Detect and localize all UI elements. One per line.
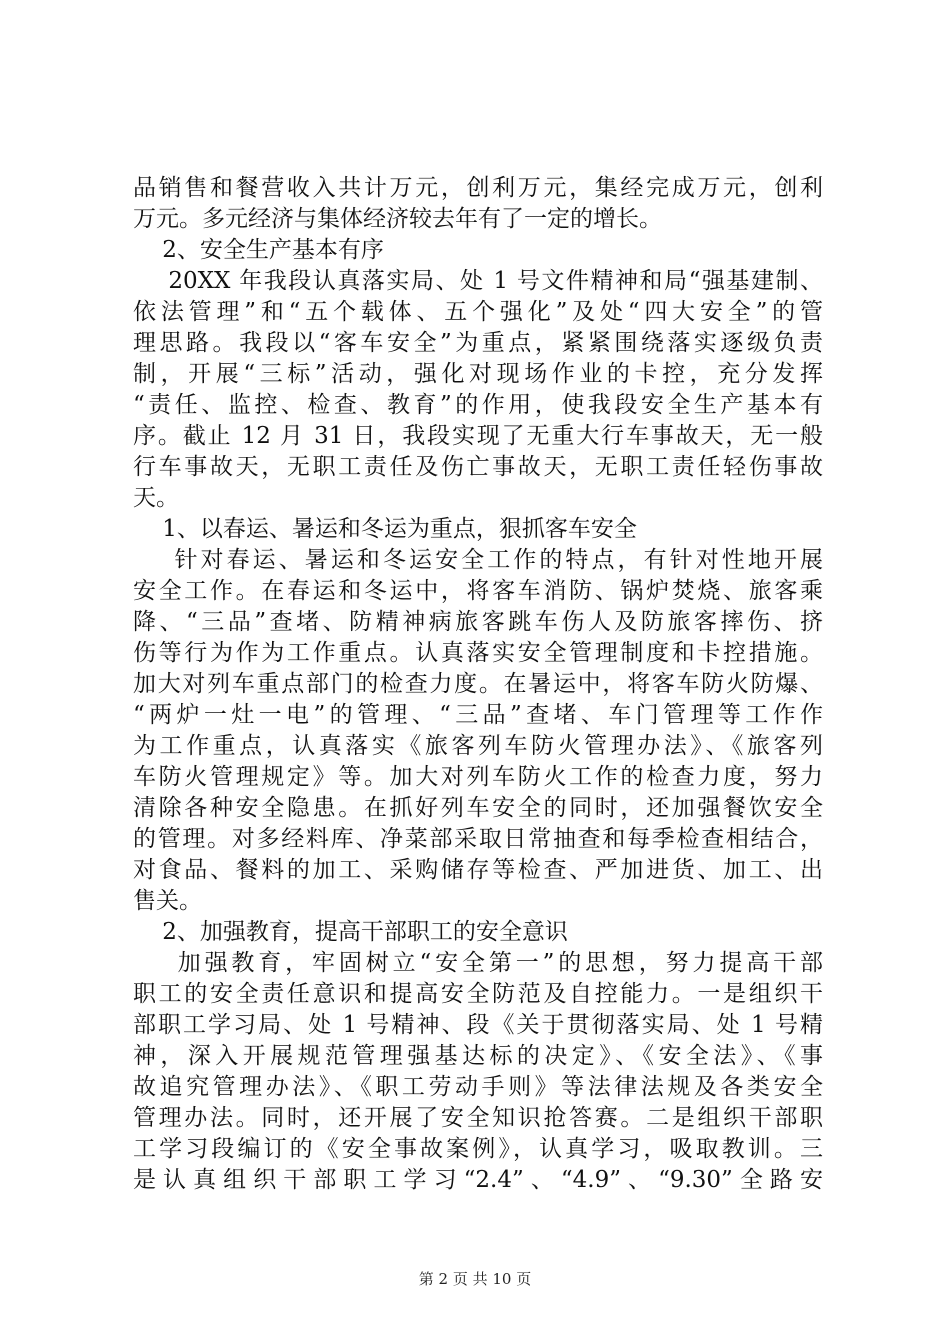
text-line: 是认真组织干部职工学习“2.4”、“4.9”、“9.30”全路安 xyxy=(133,1167,823,1193)
text-line: 管理办法。同时，还开展了安全知识抢答赛。二是组织干部职 xyxy=(133,1105,823,1131)
document-body xyxy=(133,173,823,1196)
page-footer: 第 2 页 共 10 页 xyxy=(418,1270,532,1288)
text-line: 安全工作。在春运和冬运中，将客车消防、锅炉焚烧、旅客乘 xyxy=(133,578,823,604)
text-line: 工学习段编订的《安全事故案例》，认真学习，吸取教训。三 xyxy=(133,1136,823,1162)
text-line: 品销售和餐营收入共计万元，创利万元，集经完成万元，创利 xyxy=(133,175,823,201)
text-line: 降、“三品”查堵、防精神病旅客跳车伤人及防旅客摔伤、挤 xyxy=(133,609,823,635)
text-line: 加强教育，牢固树立“安全第一”的思想，努力提高干部 xyxy=(133,950,823,976)
text-line: 天。 xyxy=(133,485,179,511)
text-line: 行车事故天，无职工责任及伤亡事故天，无职工责任轻伤事故 xyxy=(133,454,823,480)
text-line: 的管理。对多经料库、净菜部采取日常抽查和每季检查相结合， xyxy=(133,826,823,852)
text-line: 万元。多元经济与集体经济较去年有了一定的增长。 xyxy=(133,206,662,232)
text-line: 对食品、餐料的加工、采购储存等检查、严加进货、加工、出 xyxy=(133,857,823,883)
text-line: 加大对列车重点部门的检查力度。在暑运中，将客车防火防爆、 xyxy=(133,671,823,697)
text-line: 序。截止 12 月 31 日，我段实现了无重大行车事故天，无一般 xyxy=(133,423,823,449)
text-line: 针对春运、暑运和冬运安全工作的特点，有针对性地开展 xyxy=(133,547,823,573)
text-line: 20XX 年我段认真落实局、处 1 号文件精神和局“强基建制、 xyxy=(133,268,823,294)
text-line: 职工的安全责任意识和提高安全防范及自控能力。一是组织干 xyxy=(133,981,823,1007)
text-line: 部职工学习局、处 1 号精神、段《关于贯彻落实局、处 1 号精 xyxy=(133,1012,823,1038)
text-line: 2、安全生产基本有序 xyxy=(133,237,384,263)
text-line: 伤等行为作为工作重点。认真落实安全管理制度和卡控措施。 xyxy=(133,640,823,666)
text-line: 售关。 xyxy=(133,888,202,914)
text-line: 神，深入开展规范管理强基达标的决定》、《安全法》、《事 xyxy=(133,1043,823,1069)
text-line: 1、以春运、暑运和冬运为重点，狠抓客车安全 xyxy=(133,516,637,542)
text-line: 理思路。我段以“客车安全”为重点，紧紧围绕落实逐级负责 xyxy=(133,330,823,356)
text-line: “责任、监控、检查、教育”的作用，使我段安全生产基本有 xyxy=(133,392,823,418)
text-line: 依法管理”和“五个载体、五个强化”及处“四大安全”的管 xyxy=(133,299,823,325)
text-line: 为工作重点，认真落实《旅客列车防火管理办法》、《旅客列 xyxy=(133,733,823,759)
text-line: 车防火管理规定》等。加大对列车防火工作的检查力度，努力 xyxy=(133,764,823,790)
text-line: 制，开展“三标”活动，强化对现场作业的卡控，充分发挥 xyxy=(133,361,823,387)
text-line: 2、加强教育，提高干部职工的安全意识 xyxy=(133,919,568,945)
text-line: 故追究管理办法》、《职工劳动手则》等法律法规及各类安全 xyxy=(133,1074,823,1100)
text-line: 清除各种安全隐患。在抓好列车安全的同时，还加强餐饮安全 xyxy=(133,795,823,821)
text-line: “两炉一灶一电”的管理、“三品”查堵、车门管理等工作作 xyxy=(133,702,823,728)
